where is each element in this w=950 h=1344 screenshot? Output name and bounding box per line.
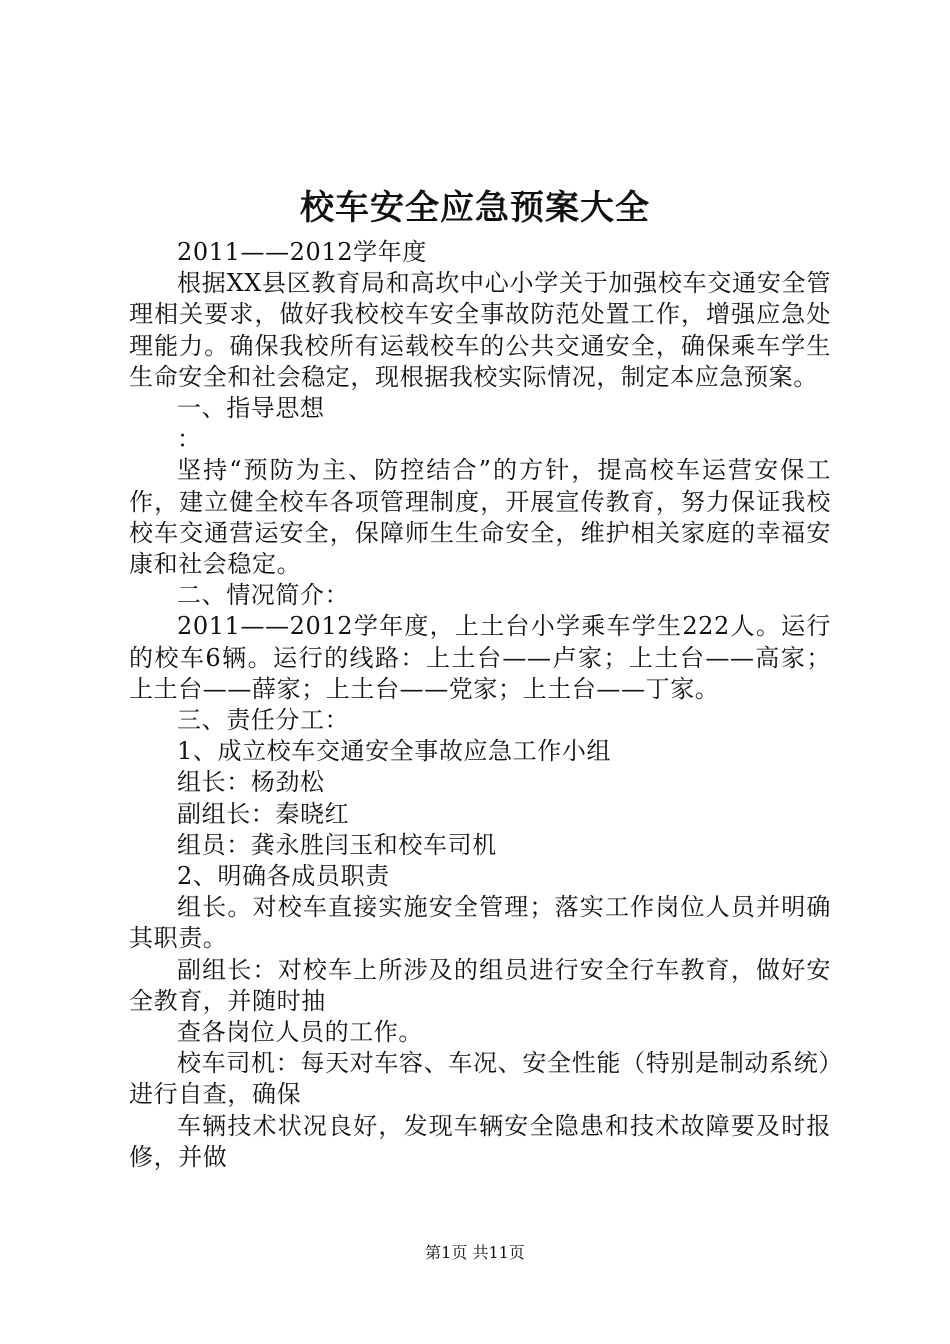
paragraph-driver-duty: 校车司机：每天对车容、车况、安全性能（特别是制动系统）进行自查，确保 xyxy=(129,1049,831,1109)
paragraph-policy: 坚持“预防为主、防控结合”的方针，提高校车运营安保工作，建立健全校车各项管理制度，开展宣传教育，努力保证我校校车交通营运安全，保障师生生命安全，维护相关家庭的幸福安康和社会稳定。 xyxy=(129,456,831,579)
paragraph-duties-heading: 2、明确各成员职责 xyxy=(177,862,390,891)
heading-guiding-thought: 一、指导思想 xyxy=(177,394,325,423)
document-body xyxy=(129,237,831,1173)
page-footer: 第1页 共11页 xyxy=(425,1243,525,1262)
paragraph-leader-duty: 组长。对校车直接实施安全管理；落实工作岗位人员并明确其职责。 xyxy=(129,893,831,953)
paragraph-colon: ： xyxy=(177,425,202,454)
paragraph-leader: 组长：杨劲松 xyxy=(177,768,325,797)
paragraph-intro: 根据XX县区教育局和高坎中心小学关于加强校车交通安全管理相关要求，做好我校校车安全事故防范处置工作，增强应急处理能力。确保我校所有运载校车的公共交通安全，确保乘车学生生命安全和社会稳定，现根据我校实际情况，制定本应急预案。 xyxy=(129,269,831,391)
paragraph-situation: 2011——2012学年度，上土台小学乘车学生222人。运行的校车6辆。运行的线路：上土台——卢家；上土台——高家；上土台——薛家；上土台——党家；上土台——丁家。 xyxy=(129,612,831,703)
paragraph-deputy-duty: 副组长：对校车上所涉及的组员进行安全行车教育，做好安全教育，并随时抽 xyxy=(129,955,831,1015)
paragraph-deputy-duty-cont: 查各岗位人员的工作。 xyxy=(177,1018,423,1047)
paragraph-team-setup: 1、成立校车交通安全事故应急工作小组 xyxy=(177,737,612,766)
paragraph-driver-duty-cont: 车辆技术状况良好，发现车辆安全隐患和技术故障要及时报修，并做 xyxy=(129,1111,831,1171)
document-title: 校车安全应急预案大全 xyxy=(300,188,650,228)
paragraph-school-year: 2011——2012学年度 xyxy=(177,238,427,266)
paragraph-deputy-leader: 副组长：秦晓红 xyxy=(177,799,350,828)
heading-situation: 二、情况简介： xyxy=(177,581,350,610)
heading-responsibility: 三、责任分工： xyxy=(177,706,350,735)
paragraph-members: 组员：龚永胜闫玉和校车司机 xyxy=(177,830,497,859)
